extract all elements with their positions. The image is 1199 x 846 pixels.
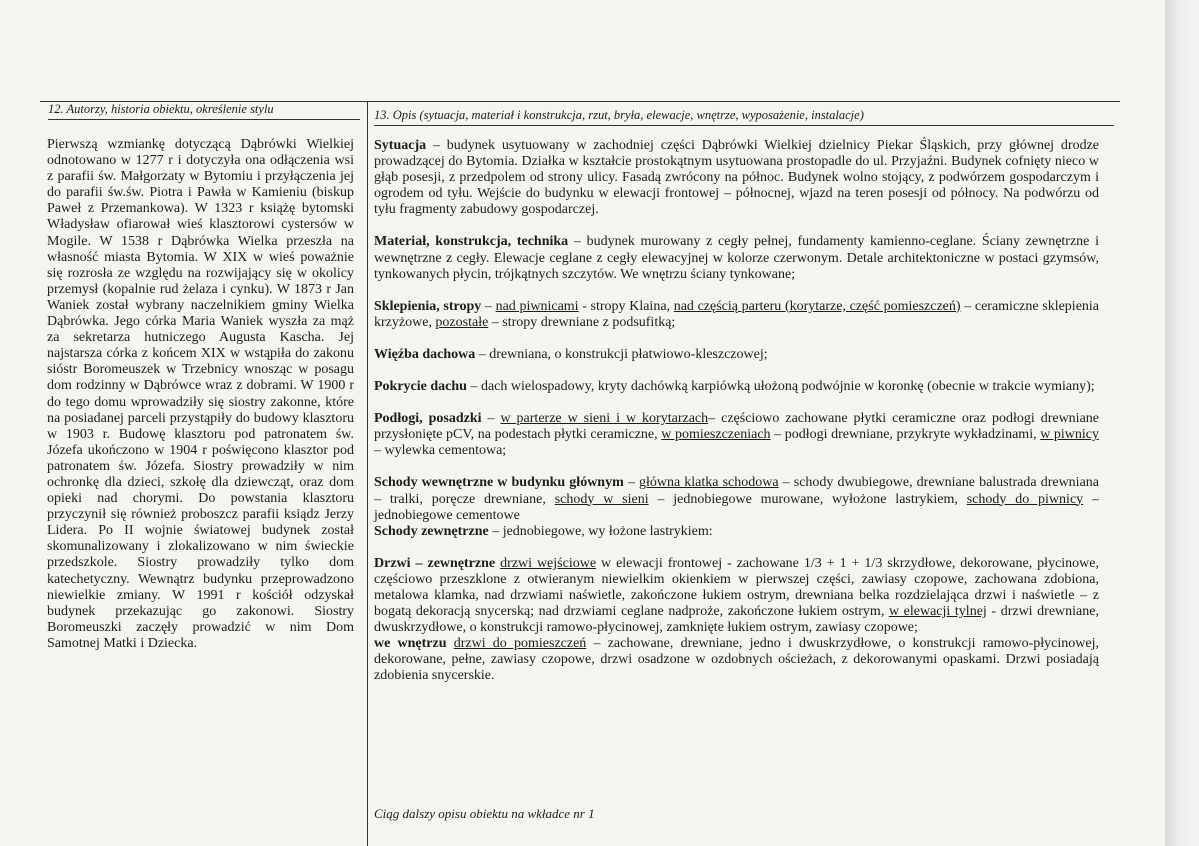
schody-wew-text-1: – bbox=[623, 475, 639, 491]
sytuacja-text: – budynek usytuowany w zachodniej części Dąbrówki Wielkiej dzielnicy Piekar Śląskich, przy głównej drodze prowadzącej do Bytomia. Działka w kształcie prostokątnym usytuowana prostopadle do ul. Przyjaźni. Budynek cofnięty nieco w głąb posesji, z przedpolem od strony ulicy. Fasadą zwrócony na północ. Budynek wolno stojący, z podwórzem gospodarczym i ogrodem od tyłu. Wejście do budynku w elewacji frontowej – północnej, wjazd na teren posesji od północy. Na podwórzu od tyłu fragmenty zabudowy gospodarczej. bbox=[374, 138, 1099, 218]
schody-wew-underlined-3: schody do piwnicy bbox=[966, 491, 1084, 507]
sklepienia-text-1: – bbox=[481, 298, 496, 314]
sklepienia-underlined-3: pozostałe bbox=[435, 314, 489, 330]
material-label: Materiał, konstrukcja, technika bbox=[374, 234, 569, 250]
sklepienia-text-2: - stropy Klaina, bbox=[578, 298, 674, 314]
schody-wew-text-3: – jednobiegowe murowane, wyłożone lastrykiem, bbox=[648, 491, 967, 507]
schody-zew-paragraph bbox=[374, 524, 1099, 540]
schody-wew-underlined-2: schody w sieni bbox=[554, 491, 649, 507]
podlogi-underlined-2: w pomieszczeniach bbox=[661, 427, 771, 443]
material-text: – budynek murowany z cegły pełnej, fundamenty kamienno-ceglane. Ściany zewnętrzne i wewnętrzne z cegły. Elewacje ceglane z cegły elewacyjnej w kolorze czerwonym. Detale architektoniczne w postaci gzymsów, tynkowanych płycin, trójkątnych szczytów. We wnętrzu ściany tynkowane; bbox=[374, 234, 1099, 282]
section-12-header: 12. Autorzy, historia obiektu, określenie stylu bbox=[48, 102, 360, 120]
wiezba-text: – drewniana, o konstrukcji płatwiowo-kleszczowej; bbox=[475, 346, 768, 362]
drzwi-wew-underlined-1: drzwi do pomieszczeń bbox=[453, 636, 587, 652]
history-column bbox=[47, 137, 354, 652]
drzwi-wew-label: we wnętrzu bbox=[374, 636, 447, 652]
drzwi-text-3: - drzwi drewniane, dwuskrzydłowe, o konstrukcji ramowo-płycinowej, zamknięte łukiem ostrym, zawiasy czopowe; bbox=[374, 604, 1099, 636]
wiezba-label: Więźba dachowa bbox=[374, 346, 476, 362]
sklepienia-text-4: – stropy drewniane z podsufitką; bbox=[488, 314, 676, 330]
drzwi-underlined-2: w elewacji tylnej bbox=[888, 604, 987, 620]
history-text: Pierwszą wzmiankę dotyczącą Dąbrówki Wielkiej odnotowano w 1277 r i dotyczyła ona odłączenia wsi z parafii św. Małgorzaty w Bytomiu i przyłączenia jej do parafii św.św. Piotra i Pawła w Kamieniu (biskup Paweł z Przemankowa). W 1323 r książę bytomski Władysław ofiarował wieś klasztorowi cystersów w Mogile. W 1538 r Dąbrówka Wielka przeszła na własność miasta Bytomia. W XIX w wieś poważnie się rozrosła ze względu na rozwijający się w okolicy przemysł (kopalnie rud żelaza i cynku). W 1873 r Jan Waniek został wybrany naczelnikiem gminy Wielka Dąbrówka. Jego córka Maria Waniek wyszła za mąż za sekretarza hutniczego Augusta Kascha. Jej najstarsza córka z końcem XIX w wstąpiła do zakonu sióstr Boromeuszek w Trzebnicy wnosząc w posagu dom rodzinny w Dąbrówce wraz z dobrami. W 1900 r do tego domu wprowadziły się siostry zakonne, które na posiadanej parceli przystąpiły do budowy klasztoru w 1903 r. Budowę klasztoru pod patronatem św. Józefa ukończono w 1904 r poświęcono klasztor pod patronatem św. Józefa. Siostry prowadziły w nim ochronkę dla dzieci, szkołę dla dziewcząt, oraz dom opieki nad chorymi. Do powstania klasztoru przyczynił się również proboszcz parafii ksiądz Jerzy Lidera. Po II wojnie światowej budynek został skomunalizowany i zlokalizowano w nim świeckie przedszkole. Siostry prowadziły tylko dom katechetyczny. Wewnątrz budynku przeprowadzono niewielkie zmiany. W 1991 r kościół odzyskał budynek przekazując go zakonowi. Siostry Boromeuszki zaczęły prowadzić w nim Dom Samotnej Matki i Dziecka. bbox=[47, 137, 354, 651]
podlogi-text-4: – wylewka cementowa; bbox=[374, 443, 507, 459]
sytuacja-paragraph bbox=[374, 138, 1099, 218]
sklepienia-text-3: – ceramiczne sklepienia krzyżowe, bbox=[374, 298, 1100, 330]
schody-wew-underlined-1: główna klatka schodowa bbox=[638, 475, 779, 491]
description-column bbox=[374, 138, 1099, 701]
sklepienia-paragraph bbox=[374, 299, 1099, 331]
column-divider bbox=[367, 101, 368, 846]
podlogi-label: Podłogi, posadzki bbox=[374, 411, 482, 427]
schody-wew-text-4: – jednobiegowe cementowe bbox=[374, 491, 1100, 523]
schody-zew-label: Schody zewnętrzne bbox=[374, 523, 489, 539]
drzwi-wew-text-1 bbox=[447, 636, 454, 651]
drzwi-underlined-1: drzwi wejściowe bbox=[500, 555, 597, 571]
sytuacja-label: Sytuacja bbox=[374, 138, 427, 153]
schody-wew-text-2: – schody dwubiegowe, drewniane balustrada drewniana – tralki, poręcze drewniane, bbox=[374, 475, 1099, 507]
podlogi-underlined-1: w parterze w sieni i w korytarzach bbox=[500, 411, 709, 427]
material-paragraph bbox=[374, 234, 1099, 282]
podlogi-text-3: – podłogi drewniane, przykryte wykładzinami, bbox=[770, 427, 1041, 443]
pokrycie-label: Pokrycie dachu bbox=[374, 379, 467, 395]
sklepienia-label: Sklepienia, stropy bbox=[374, 298, 482, 314]
pokrycie-text: – dach wielospadowy, kryty dachówką karpiówką ułożoną podwójnie w koronkę (obecnie w trakcie wymiany); bbox=[466, 379, 1095, 395]
podlogi-text-2: – częściowo zachowane płytki ceramiczne oraz podłogi drewniane przysłonięte pCV, na podestach płytki ceramiczne, bbox=[374, 411, 1099, 443]
page-edge bbox=[1165, 0, 1199, 846]
pokrycie-paragraph bbox=[374, 379, 1099, 395]
continuation-note: Ciąg dalszy opisu obiektu na wkładce nr 1 bbox=[374, 806, 595, 821]
section-13-header: 13. Opis (sytuacja, materiał i konstrukcja, rzut, bryła, elewacje, wnętrze, wyposażenie, instalacje) bbox=[374, 108, 1114, 126]
schody-zew-text: – jednobiegowe, wy łożone lastrykiem: bbox=[488, 523, 713, 539]
drzwi-paragraph bbox=[374, 556, 1099, 636]
drzwi-wew-paragraph bbox=[374, 636, 1099, 684]
podlogi-underlined-3: w piwnicy bbox=[1040, 427, 1099, 443]
podlogi-paragraph bbox=[374, 411, 1099, 459]
schody-wew-paragraph bbox=[374, 475, 1099, 523]
drzwi-wew-text-2: – zachowane, drewniane, jedno i dwuskrzydłowe, o konstrukcji ramowo-płycinowej, dekorowane, pełne, zawiasy czopowe, drzwi osadzone w ozdobnych ościeżach, z dekorowanymi opaskami. Drzwi posiadają zdobienia snycerskie. bbox=[374, 636, 1099, 684]
wiezba-paragraph bbox=[374, 347, 1099, 363]
sklepienia-underlined-2: nad częścią parteru (korytarze, część pomieszczeń) bbox=[673, 298, 961, 314]
drzwi-text-2: w elewacji frontowej - zachowane 1/3 + 1 + 1/3 skrzydłowe, dekorowane, płycinowe, częściowo przeszklone z otwieranym niewielkim okienkiem w pierwszej części, zawiasy czopowe, zachowana zdobiona, metalowa klamka, nad drzwiami naświetle, zakończone łukiem ostrym, drewniana belka rozdzielająca drzwi i naświetle – z bogatą dekoracją snycerską; nad drzwiami ceglane nadproże, zakończone łukiem ostrym, bbox=[374, 555, 1100, 620]
drzwi-label: Drzwi – zewnętrzne bbox=[374, 555, 496, 571]
podlogi-text-1: – bbox=[481, 411, 501, 427]
sklepienia-underlined-1: nad piwnicami bbox=[495, 298, 579, 314]
schody-wew-label: Schody wewnętrzne w budynku głównym bbox=[374, 475, 624, 491]
